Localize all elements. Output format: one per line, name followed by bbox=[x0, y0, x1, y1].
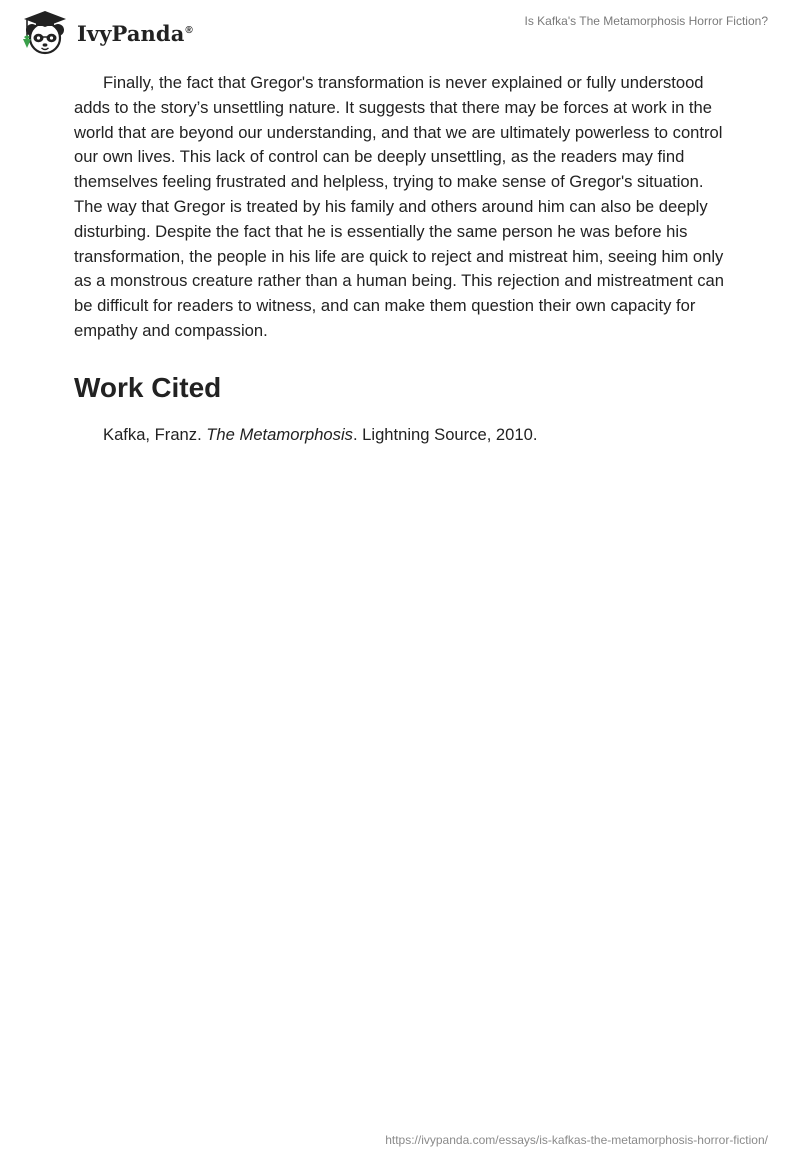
page-header bbox=[0, 0, 800, 60]
citation-publisher: . Lightning Source, 2010. bbox=[352, 424, 538, 444]
brand-name bbox=[77, 21, 193, 46]
essay-content bbox=[74, 71, 728, 447]
works-cited-heading: Work Cited bbox=[74, 371, 222, 403]
citation-entry bbox=[103, 423, 728, 447]
panda-graduation-cap-icon bbox=[15, 8, 73, 56]
source-url[interactable]: https://ivypanda.com/essays/is-kafkas-the-metamorphosis-horror-fiction/ bbox=[385, 1133, 768, 1147]
registered-mark: ® bbox=[185, 24, 193, 36]
ivypanda-logo[interactable] bbox=[15, 8, 193, 56]
brand-name-text: IvyPanda bbox=[77, 20, 185, 46]
citation-title: The Metamorphosis bbox=[206, 424, 353, 444]
body-paragraph: Finally, the fact that Gregor's transformation is never explained or fully understood adds to the story’s unsettling nature. It suggests that there may be forces at work in the world that are beyond our understanding, and that we are ultimately powerless to control our own lives. This lack of control can be deeply unsettling, as the readers may find themselves feeling frustrated and helpless, trying to make sense of Gregor's situation. The way that Gregor is treated by his family and others around him can also be deeply disturbing. Despite the fact that he is essentially the same person he was before his transformation, the people in his life are quick to reject and mistreat him, seeing him only as a monstrous creature rather than a human being. This rejection and mistreatment can be difficult for readers to witness, and can make them question their own capacity for empathy and compassion. bbox=[74, 73, 724, 340]
document-title: Is Kafka's The Metamorphosis Horror Fiction? bbox=[524, 14, 768, 28]
citation-author: Kafka, Franz. bbox=[103, 424, 207, 444]
